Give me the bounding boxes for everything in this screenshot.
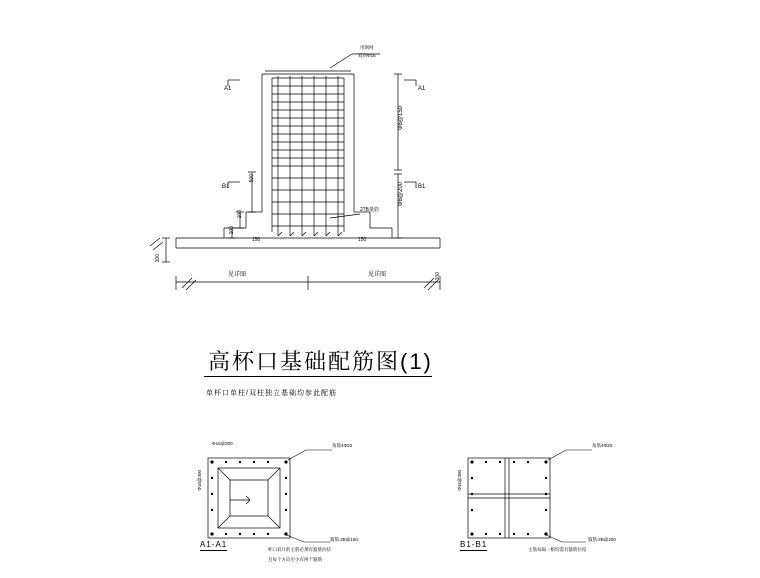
section-mark-a1-left: A1 <box>224 86 232 92</box>
mesh-note-label: 用钢网 <box>360 45 374 50</box>
section-mark-a1-right: A1 <box>418 86 426 92</box>
dim-100-b-label: 100 <box>229 226 235 235</box>
section-a1-left-label: Φ16@300 <box>197 470 202 491</box>
mesh-spec-label: 双向Φ16 <box>358 53 376 58</box>
dim-500-label: 500 <box>249 174 255 183</box>
drawing-subtitle: 单杯口单柱/双柱独立基础均参此配筋 <box>206 390 337 397</box>
section-a1-name: A1-A1 <box>200 540 228 549</box>
dim-100-bottom-label: 100 <box>155 254 161 263</box>
title-underline <box>204 376 432 377</box>
section-a1-drawing <box>180 448 480 578</box>
stirrup-lower-label: Φ8@200 <box>398 182 404 207</box>
drawing-title: 高杯口基础配筋图(1) <box>208 349 433 374</box>
section-a1-note-3: 且每个方向至少有两个箍筋 <box>268 557 322 562</box>
base-dim-left-label: 见详图 <box>228 272 247 278</box>
section-mark-b1-left: B1 <box>222 184 230 190</box>
section-mark-b1-right: B1 <box>418 184 426 190</box>
dim-150-left-label: 150 <box>252 237 261 243</box>
section-b1-corner-label: 角筋4Φ20 <box>592 443 613 448</box>
section-a1-note-1: 箍筋:2B@150, <box>330 537 360 542</box>
section-b1-drawing <box>440 448 700 578</box>
base-dim-right-label: 见详图 <box>368 272 387 278</box>
section-b1-note-1: 箍筋:2B@200 <box>588 537 616 542</box>
section-b1-left-label: Φ16@300 <box>457 470 462 491</box>
dim-100-bottom-right-label: 100 <box>435 272 441 281</box>
section-a1-corner-label: 角筋4Φ20 <box>332 443 353 448</box>
stirrup-upper-label: Φ8@150 <box>398 106 404 131</box>
section-a1-note-2: 杯口双片的主筋必须有箍筋拉结 <box>268 547 331 552</box>
section-b1-name: B1-B1 <box>460 540 488 549</box>
section-b1-note-2: 主筋每隔一根均需有箍筋拉结 <box>528 547 587 552</box>
base-note-label: 27B量筋 <box>360 207 379 213</box>
dim-150-right-label: 150 <box>358 237 367 243</box>
dim-100-a-label: 100 <box>237 210 243 219</box>
section-a1-top-label: Φ16@300 <box>212 441 233 446</box>
